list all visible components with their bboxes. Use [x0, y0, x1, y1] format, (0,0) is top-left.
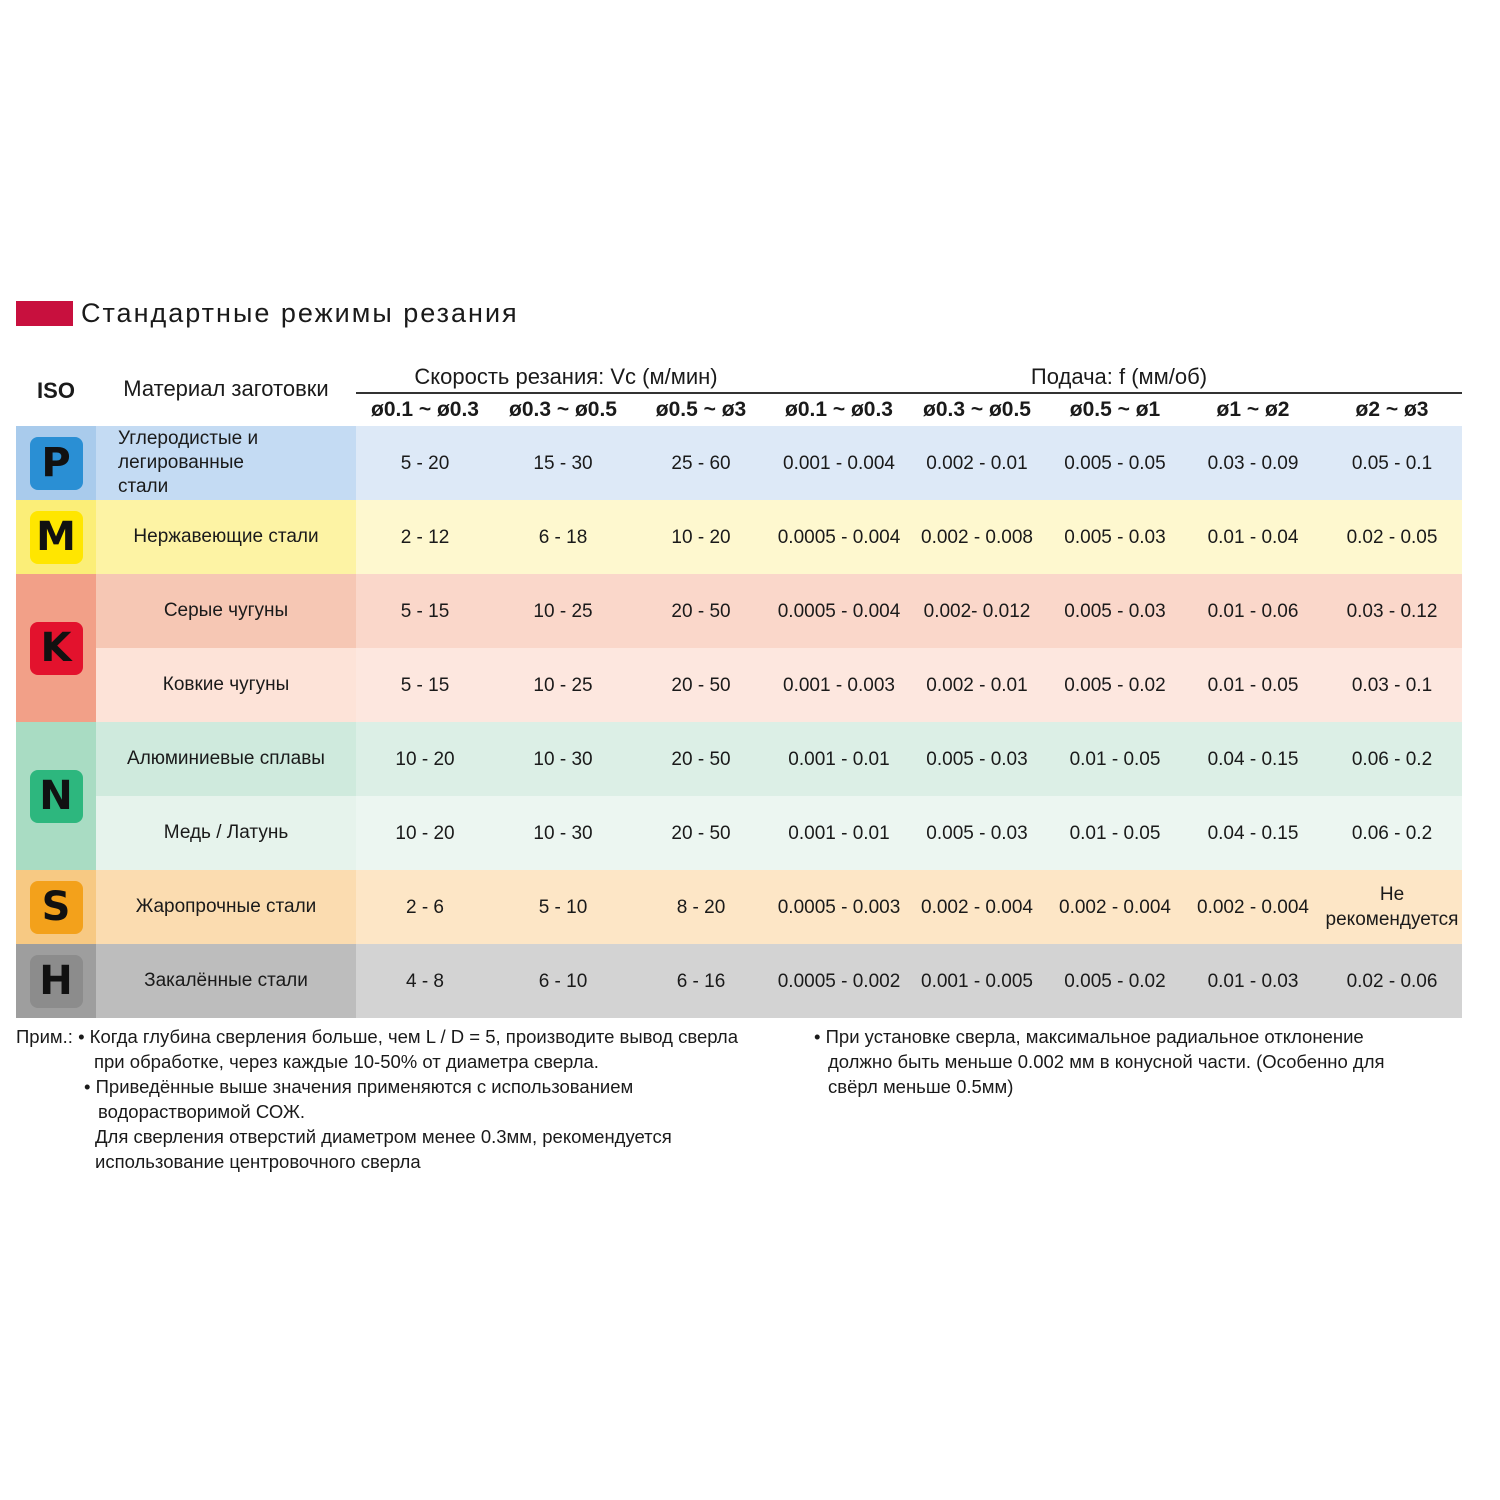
value-cell: 0.005 - 0.03	[1064, 526, 1166, 548]
value-cell: 0.005 - 0.03	[926, 748, 1028, 770]
value-cell: 10 - 20	[395, 822, 455, 844]
value-cell: 6 - 18	[538, 526, 588, 548]
value-cell: 2 - 6	[405, 896, 445, 918]
values-row	[356, 796, 1462, 870]
value-cell: 0.01 - 0.05	[1069, 822, 1161, 844]
value-cell: 8 - 20	[676, 896, 726, 918]
note-line: • Приведённые выше значения применяются с использованием	[84, 1076, 634, 1097]
table-row	[16, 574, 1462, 648]
column-header-diameter: ø0.3 ~ ø0.5	[923, 398, 1031, 421]
value-cell: 0.002 - 0.004	[921, 896, 1033, 918]
iso-column-header: ISO	[37, 378, 75, 403]
value-cell: 20 - 50	[671, 674, 731, 696]
value-cell: 15 - 30	[533, 452, 593, 474]
value-cell: 0.001 - 0.005	[921, 970, 1033, 992]
value-cell: 0.005 - 0.03	[926, 822, 1028, 844]
value-cell: 0.0005 - 0.004	[777, 526, 901, 548]
value-cell: 2 - 12	[400, 526, 450, 548]
value-cell: 5 - 10	[538, 896, 588, 918]
value-cell: 0.005 - 0.03	[1064, 600, 1166, 622]
value-cell: 0.002- 0.012	[923, 600, 1031, 622]
note-line: Для сверления отверстий диаметром менее 0.3мм, рекомендуется	[95, 1126, 672, 1147]
material-cell: Медь / Латунь	[96, 796, 356, 870]
page-title: Стандартные режимы резания	[81, 297, 519, 328]
iso-badge-n: N	[30, 770, 83, 823]
table-row	[16, 796, 1462, 870]
value-cell: 0.001 - 0.004	[783, 452, 895, 474]
note-line: должно быть меньше 0.002 мм в конусной части. (Особенно для	[828, 1051, 1385, 1072]
value-cell: 0.01 - 0.05	[1069, 748, 1161, 770]
values-row	[356, 648, 1462, 722]
cutting-conditions-table	[16, 356, 1462, 1004]
value-cell: Не рекомендуется	[1325, 884, 1459, 930]
table-row	[16, 944, 1462, 1018]
material-cell: Серые чугуны	[96, 574, 356, 648]
feed-group-header: Подача: f (мм/об)	[1030, 364, 1208, 389]
value-cell: 0.06 - 0.2	[1351, 748, 1433, 770]
value-cell: 10 - 25	[533, 600, 593, 622]
note-line: свёрл меньше 0.5мм)	[828, 1076, 1014, 1097]
material-cell: Ковкие чугуны	[96, 648, 356, 722]
value-cell: 5 - 15	[400, 600, 450, 622]
iso-badge-p: P	[30, 437, 83, 490]
value-cell: 0.01 - 0.06	[1207, 600, 1299, 622]
column-header-diameter: ø0.5 ~ ø3	[655, 398, 747, 421]
value-cell: 0.001 - 0.003	[783, 674, 895, 696]
column-header-diameter: ø1 ~ ø2	[1216, 398, 1290, 421]
note-line: использование центровочного сверла	[95, 1151, 421, 1172]
value-cell: 0.03 - 0.09	[1207, 452, 1299, 474]
table-row	[16, 500, 1462, 574]
value-cell: 0.01 - 0.05	[1207, 674, 1299, 696]
value-cell: 0.0005 - 0.002	[777, 970, 901, 992]
iso-badge-s: S	[30, 881, 83, 934]
value-cell: 0.002 - 0.01	[926, 452, 1028, 474]
material-cell: Алюминиевые сплавы	[96, 722, 356, 796]
value-cell: 0.02 - 0.05	[1346, 526, 1438, 548]
value-cell: 4 - 8	[405, 970, 445, 992]
section-heading	[16, 296, 519, 330]
values-row	[356, 870, 1462, 944]
value-cell: 6 - 10	[538, 970, 588, 992]
value-cell: 0.06 - 0.2	[1351, 822, 1433, 844]
value-cell: 0.001 - 0.01	[788, 748, 890, 770]
value-cell: 0.01 - 0.04	[1207, 526, 1299, 548]
values-row	[356, 722, 1462, 796]
value-cell: 0.002 - 0.008	[921, 526, 1033, 548]
note-line: при обработке, через каждые 10-50% от диаметра сверла.	[94, 1051, 599, 1072]
material-cell: Нержавеющие стали	[96, 500, 356, 574]
value-cell: 20 - 50	[671, 748, 731, 770]
note-line: • Когда глубина сверления больше, чем L / D = 5, производите вывод сверла	[78, 1026, 739, 1047]
value-cell: 0.03 - 0.12	[1346, 600, 1438, 622]
notes-prefix: Прим.:	[16, 1026, 73, 1047]
notes-right	[814, 1024, 1385, 1099]
value-cell: 0.05 - 0.1	[1351, 452, 1433, 474]
value-cell: 10 - 30	[533, 748, 593, 770]
value-cell: 10 - 30	[533, 822, 593, 844]
material-column-header: Материал заготовки	[123, 376, 329, 401]
header-divider	[356, 392, 1462, 394]
table-row	[16, 722, 1462, 796]
material-cell: Жаропрочные стали	[96, 870, 356, 944]
column-header-diameter: ø0.1 ~ ø0.3	[785, 398, 893, 421]
iso-badge-m: M	[30, 511, 83, 564]
value-cell: 0.002 - 0.004	[1059, 896, 1171, 918]
note-line: водорастворимой СОЖ.	[98, 1101, 306, 1122]
value-cell: 0.03 - 0.1	[1351, 674, 1433, 696]
value-cell: 0.005 - 0.02	[1064, 674, 1166, 696]
value-cell: 0.0005 - 0.004	[777, 600, 901, 622]
value-cell: 20 - 50	[671, 822, 731, 844]
value-cell: 0.005 - 0.02	[1064, 970, 1166, 992]
iso-badge-h: H	[30, 955, 83, 1008]
value-cell: 0.04 - 0.15	[1207, 822, 1299, 844]
value-cell: 6 - 16	[676, 970, 726, 992]
material-cell: Углеродистые и легированные стали	[96, 426, 356, 500]
value-cell: 10 - 20	[395, 748, 455, 770]
title-accent-bar	[16, 301, 73, 326]
value-cell: 0.002 - 0.01	[926, 674, 1028, 696]
column-header-diameter: ø0.5 ~ ø1	[1069, 398, 1161, 421]
value-cell: 0.04 - 0.15	[1207, 748, 1299, 770]
column-header-diameter: ø0.1 ~ ø0.3	[371, 398, 479, 421]
value-cell: 0.005 - 0.05	[1064, 452, 1166, 474]
speed-group-header: Скорость резания: Vc (м/мин)	[414, 364, 718, 389]
value-cell: 20 - 50	[671, 600, 731, 622]
values-row	[356, 944, 1462, 1018]
material-cell: Закалённые стали	[96, 944, 356, 1018]
column-header-diameter: ø2 ~ ø3	[1355, 398, 1429, 421]
value-cell: 0.01 - 0.03	[1207, 970, 1299, 992]
value-cell: 0.001 - 0.01	[788, 822, 890, 844]
column-header-diameter: ø0.3 ~ ø0.5	[509, 398, 617, 421]
values-row	[356, 574, 1462, 648]
note-line: • При установке сверла, максимальное радиальное отклонение	[814, 1026, 1364, 1047]
value-cell: 0.002 - 0.004	[1197, 896, 1309, 918]
value-cell: 0.02 - 0.06	[1346, 970, 1438, 992]
value-cell: 5 - 20	[400, 452, 450, 474]
values-row	[356, 500, 1462, 574]
iso-badge-k: K	[30, 622, 83, 675]
notes-left	[16, 1024, 738, 1174]
table-row	[16, 426, 1462, 500]
values-row	[356, 426, 1462, 500]
value-cell: 25 - 60	[671, 452, 731, 474]
value-cell: 5 - 15	[400, 674, 450, 696]
table-row	[16, 870, 1462, 944]
table-row	[16, 648, 1462, 722]
value-cell: 10 - 20	[671, 526, 731, 548]
value-cell: 0.0005 - 0.003	[777, 896, 901, 918]
value-cell: 10 - 25	[533, 674, 593, 696]
table-header	[16, 356, 1462, 426]
